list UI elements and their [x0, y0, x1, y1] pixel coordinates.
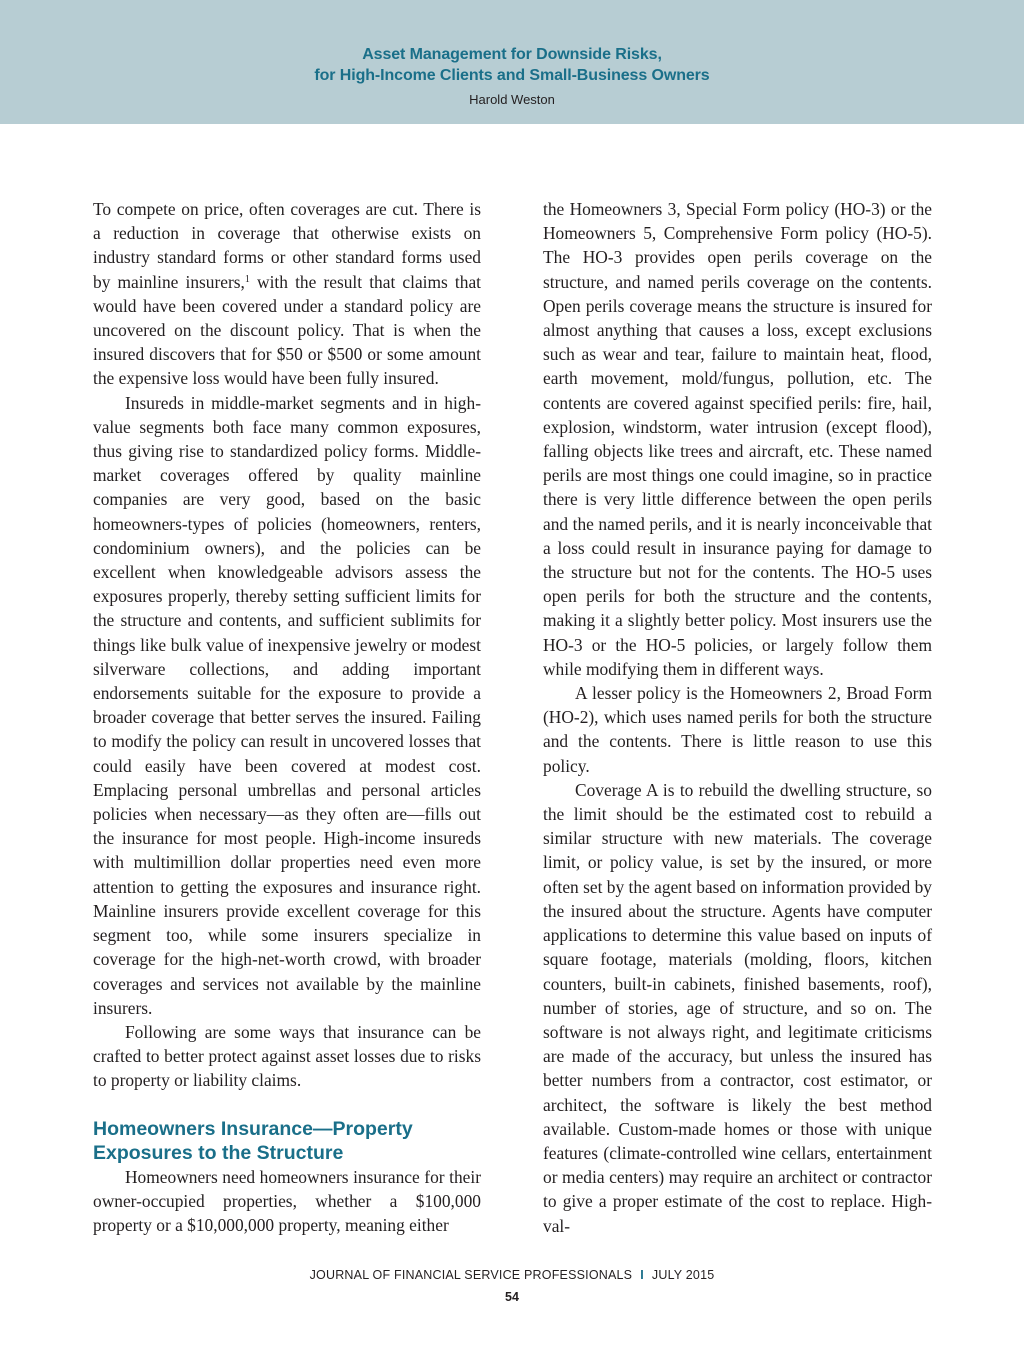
running-author: Harold Weston: [469, 92, 555, 107]
body-paragraph: the Homeowners 3, Special Form policy (HO-3) or the Homeowners 5, Comprehensive Form policy (HO-5). The HO-3 provides open perils coverage on the structure, and named perils coverage on the contents. Open perils coverage means the structure is insured for almost anything that causes a loss, except exclusions such as wear and tear, failure to maintain heat, flood, earth movement, mold/fungus, pollution, etc. The contents are covered against specified perils: fire, hail, explosion, windstorm, water intrusion (except flood), falling objects like trees and aircraft, etc. These named perils are most things one could imagine, so in practice there is very little difference between the open perils and the named perils, and it is nearly inconceivable that a loss could result in insurance paying for damage to the structure but not for the contents. The HO-5 uses open perils for both the structure and the contents, making it a slightly better policy. Most insurers use the HO-3 or the HO-5 policies, or largely follow them while modifying them in different ways.: [543, 199, 932, 679]
body-paragraph: Following are some ways that insurance can be crafted to better protect against asset losses due to risks to property or liability claims.: [93, 1021, 481, 1091]
section-heading: Homeowners Insurance—Property Exposures to the Structure: [93, 1117, 413, 1164]
body-paragraph: Homeowners need homeowners insurance for their owner-occupied properties, whether a $100,000 property or a $10,000,000 property, meaning either: [93, 1166, 481, 1235]
running-title-line-1: Asset Management for Downside Risks,: [362, 46, 662, 63]
paragraph-text: with the result that claims that would have been covered under a standard policy are uncovered on the discount policy. That is when the insured discovers that for $50 or $500 or some amount the expensive loss would have been fully insured.: [93, 271, 482, 389]
journal-name: JOURNAL OF FINANCIAL SERVICE PROFESSIONALS: [309, 1268, 633, 1282]
running-footer: [0, 1268, 1024, 1282]
footnote-marker: 1: [244, 273, 250, 285]
body-paragraph: A lesser policy is the Homeowners 2, Broad Form (HO-2), which uses named perils for both the structure and the contents. There is little reason to use this policy.: [543, 683, 932, 776]
left-column: [93, 197, 481, 1237]
page-number: 54: [505, 1290, 519, 1304]
issue-date: JULY 2015: [651, 1268, 715, 1282]
running-header-band: [0, 0, 1024, 124]
footer-separator: I: [640, 1268, 644, 1282]
paragraph-text: To compete on price, often coverages are cut. There is a reduction in coverage that otherwise exists on industry standard forms or other standard forms used by mainline insurers,: [93, 199, 481, 292]
body-paragraph: [93, 197, 481, 391]
right-column: [543, 197, 932, 1238]
body-paragraph: Insureds in middle-market segments and in high-value segments both face many common exposures, thus giving rise to standardized policy forms. Middle-market coverages offered by quality mainline companies are very good, based on the basic homeowners-types of policies (homeowners, renters, condominium owners), and the policies can be excellent when knowledgeable advisors assess the exposures properly, thereby setting sufficient limits for the structure and contents, and sufficient sublimits for things like bulk value of inexpensive jewelry or modest silverware collections, and adding important endorsements suitable for the exposure to provide a broader coverage that better serves the insured. Failing to modify the policy can result in uncovered losses that could easily have been covered at modest cost. Emplacing personal umbrellas and personal articles policies when necessary—as they often are—fills out the insurance for most people. High-income insureds with multimillion dollar properties need even more attention to getting the exposures and insurance right. Mainline insurers provide excellent coverage for this segment too, while some insurers specialize in coverage for the high-net-worth crowd, with broader coverages and services not available by the mainline insurers.: [93, 392, 481, 1018]
running-title-line-2: for High-Income Clients and Small-Business Owners: [314, 67, 710, 84]
body-paragraph: Coverage A is to rebuild the dwelling structure, so the limit should be the estimated cost to rebuild a similar structure with new materials. The coverage limit, or policy value, is set by the insured, or more often set by the agent based on information provided by the insured about the structure. Agents have computer applications to determine this value based on inputs of square footage, materials (molding, floors, kitchen counters, built-in cabinets, finished basements, roof), number of stories, age of structure, and so on. The software is not always right, and legitimate criticisms are made of the accuracy, but unless the insured has better numbers from a contractor, cost estimator, or architect, the software is likely the best method available. Custom-made homes or those with unique features (climate-controlled wine cellars, entertainment or media centers) may require an architect or contractor to give a proper estimate of the cost to replace. High-val-: [543, 779, 932, 1236]
